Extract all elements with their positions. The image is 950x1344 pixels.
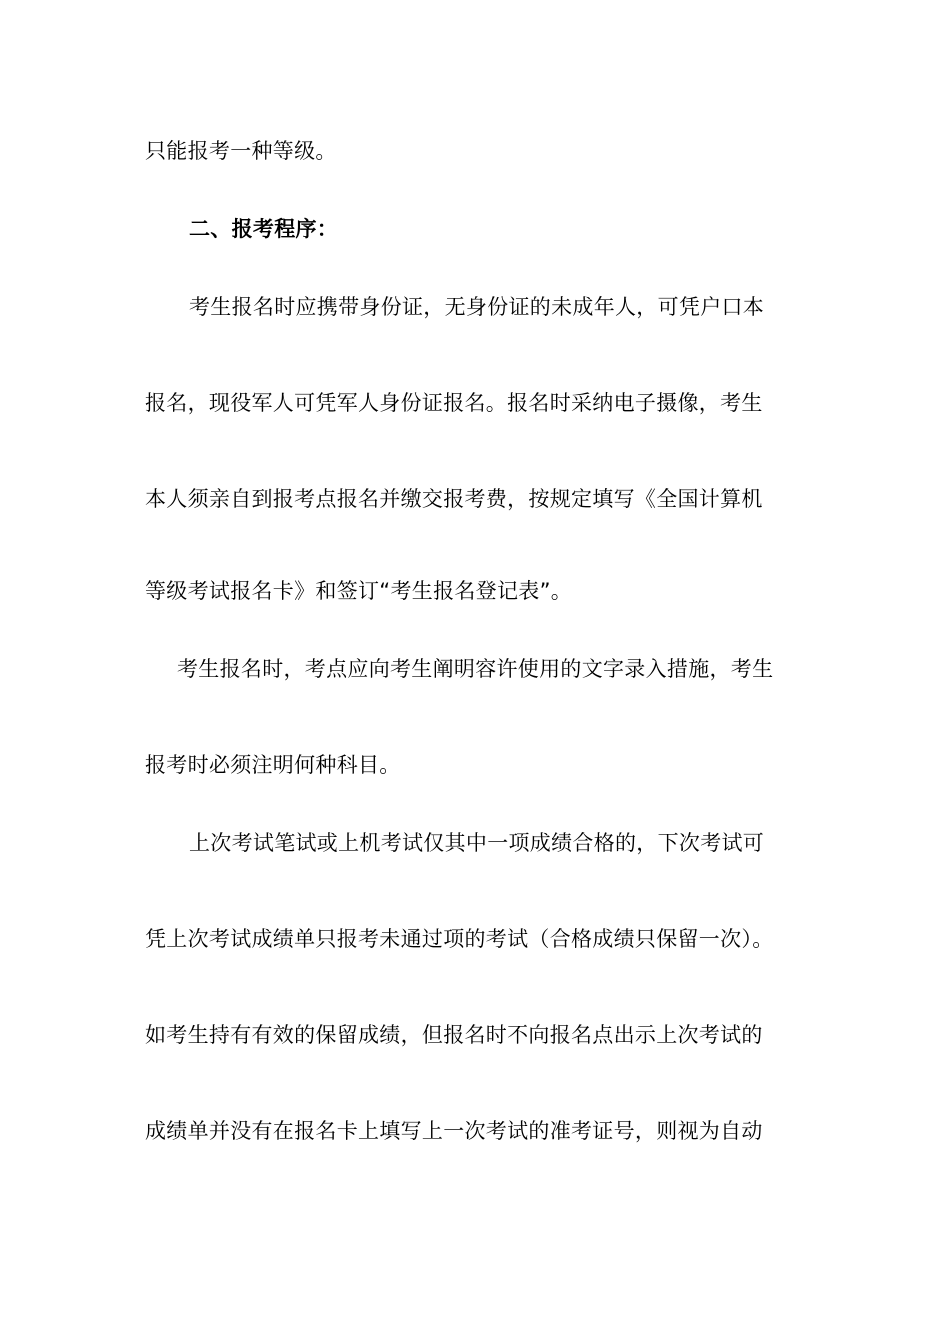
paragraph-line: 凭上次考试成绩单只报考未通过项的考试（合格成绩只保留一次）。 <box>145 927 774 951</box>
paragraph-line: 考生报名时，考点应向考生阐明容许使用的文字录入措施，考生 <box>177 657 774 681</box>
paragraph-line: 等级考试报名卡》和签订“考生报名登记表”。 <box>145 579 573 603</box>
paragraph-line: 报名，现役军人可凭军人身份证报名。报名时采纳电子摄像，考生 <box>145 391 763 415</box>
paragraph-line: 本人须亲自到报考点报名并缴交报考费，按规定填写《全国计算机 <box>145 487 763 511</box>
paragraph-line: 考生报名时应携带身份证，无身份证的未成年人，可凭户口本 <box>189 295 765 319</box>
paragraph-line: 如考生持有有效的保留成绩，但报名时不向报名点出示上次考试的 <box>145 1023 763 1047</box>
section-heading: 二、报考程序： <box>189 217 339 241</box>
paragraph-line: 只能报考一种等级。 <box>145 139 337 163</box>
paragraph-line: 成绩单并没有在报名卡上填写上一次考试的准考证号，则视为自动 <box>145 1119 763 1143</box>
paragraph-line: 上次考试笔试或上机考试仅其中一项成绩合格的，下次考试可 <box>189 831 765 855</box>
paragraph-line: 报考时必须注明何种科目。 <box>145 753 401 777</box>
